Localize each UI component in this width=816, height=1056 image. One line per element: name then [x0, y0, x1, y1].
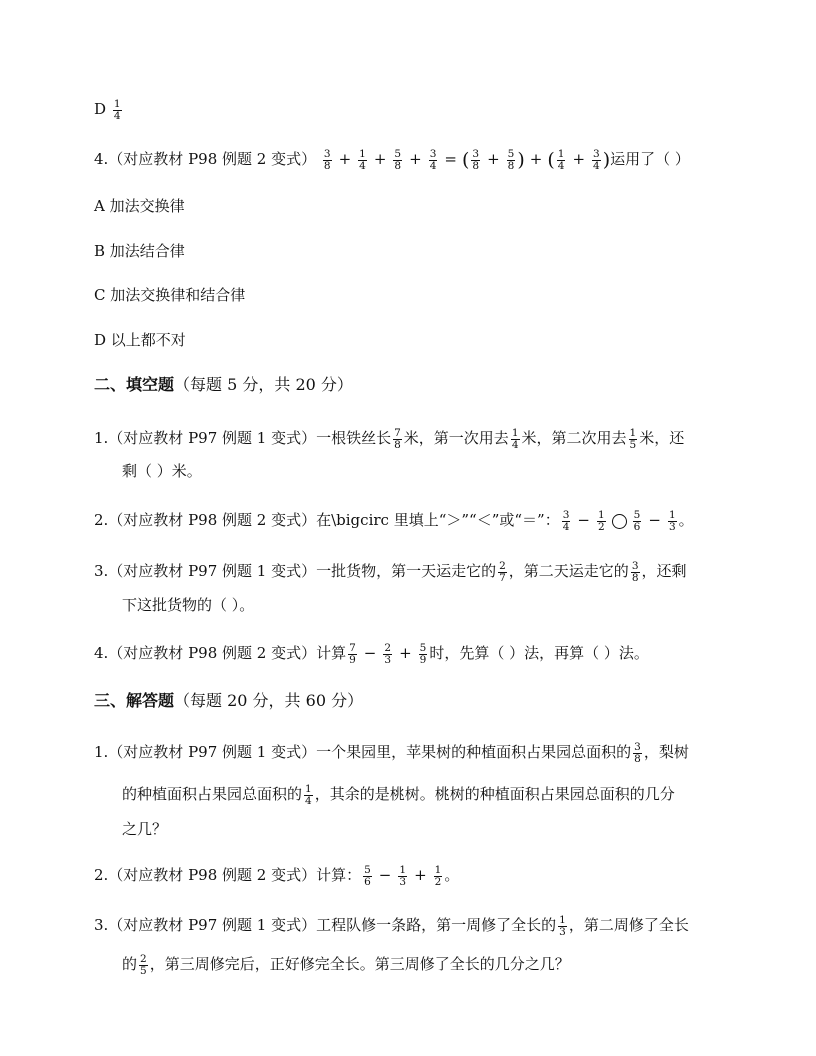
- fraction: $\frac{3}{4}$: [562, 508, 570, 533]
- fraction: $\frac{5}{8}$: [507, 147, 515, 172]
- question-text: 运用了（ ）: [610, 150, 690, 168]
- question-text: 2.（对应教材 P98 例题 2 变式）在\bigcirc 里填上“＞”“＜”或“＝”：: [94, 511, 560, 529]
- question-text: ，第二周修了全长: [568, 916, 689, 934]
- fraction: $\frac{3}{4}$: [593, 147, 600, 172]
- fraction: $\frac{3}{8}$: [634, 740, 641, 765]
- fraction: $\frac{3}{8}$: [323, 147, 331, 172]
- section-title: 三、解答题: [94, 691, 175, 710]
- answer-question-1-cont2: 之几？: [122, 820, 168, 838]
- fraction: $\frac{1}{5}$: [629, 426, 637, 451]
- option-c: C 加法交换律和结合律: [94, 286, 246, 304]
- option-b: B 加法结合律: [94, 242, 185, 260]
- fraction: $\frac{1}{3}$: [668, 508, 676, 533]
- section-heading-answer: [94, 690, 720, 712]
- question-text: 3.（对应教材 P97 例题 1 变式）一批货物，第一天运走它的: [94, 562, 497, 580]
- fraction: $\frac{1}{4}$: [511, 426, 519, 451]
- question-text: 4.（对应教材 P98 例题 2 变式）: [94, 150, 317, 168]
- answer-question-1: [94, 741, 720, 765]
- fraction: $\frac{1}{4}$: [305, 782, 312, 807]
- answer-question-2: 2.（对应教材 P98 例题 2 变式）计算： $\frac{5}{6}$ − $\frac{1}{3}$ + $\frac{1}{2}$ 。: [94, 863, 460, 888]
- question-text: ，还剩: [641, 562, 687, 580]
- option-d: D 以上都不对: [94, 331, 186, 349]
- fraction: $\frac{3}{8}$: [472, 147, 480, 172]
- fill-question-2: 2.（对应教材 P98 例题 2 变式）在\bigcirc 里填上“＞”“＜”或“＝”： $\frac{3}{4}$ − $\frac{1}{2}$ $\frac{5}{6}$ − $\frac{1}{3}$ 。: [94, 508, 694, 533]
- fraction: $\frac{3}{4}$: [429, 147, 437, 172]
- compare-circle-icon: [612, 514, 627, 529]
- question-text: ，第三周修完后，正好修完全长。第三周修了全长的几分之几？: [149, 955, 570, 973]
- fill-question-3-cont: 下这批货物的（ ）。: [122, 596, 255, 614]
- question-text: 的种植面积占果园总面积的: [122, 785, 303, 803]
- fill-question-4: 4.（对应教材 P98 例题 2 变式）计算 $\frac{7}{9}$ − $\frac{2}{3}$ + $\frac{5}{9}$ 时，先算（ ）法，再算（ ）法。: [94, 641, 649, 666]
- answer-question-3-cont: [122, 953, 720, 977]
- fraction: $\frac{1}{2}$: [434, 863, 442, 888]
- fraction: $\frac{5}{6}$: [633, 508, 641, 533]
- option-label: D: [94, 100, 107, 118]
- answer-question-1-cont: [122, 783, 720, 807]
- answer-question-3: [94, 914, 720, 938]
- section-score: （每题 20 分，共 60 分）: [174, 691, 364, 710]
- fraction: $\frac{1}{3}$: [399, 863, 407, 888]
- fraction: $\frac{1}{3}$: [559, 913, 566, 938]
- question-text: 3.（对应教材 P97 例题 1 变式）工程队修一条路，第一周修了全长的: [94, 916, 557, 934]
- fraction: $\frac{5}{6}$: [364, 863, 371, 888]
- question-text: 米，第一次用去: [403, 429, 509, 447]
- section-score: （每题 5 分，共 20 分）: [174, 375, 353, 394]
- fraction: $\frac{2}{3}$: [384, 641, 392, 666]
- fraction: $\frac{1}{4}$: [113, 97, 121, 122]
- section-heading-fill-in: [94, 374, 720, 396]
- section-title: 二、填空题: [94, 375, 175, 394]
- fraction: $\frac{1}{4}$: [557, 147, 565, 172]
- question-text: 4.（对应教材 P98 例题 2 变式）计算: [94, 644, 347, 662]
- fraction: $\frac{5}{8}$: [394, 147, 402, 172]
- question-text: 时，先算（ ）法，再算（ ）法。: [429, 644, 649, 662]
- question-text: ，梨树: [643, 743, 689, 761]
- question-text: ，其余的是桃树。桃树的种植面积占果园总面积的几分: [314, 785, 675, 803]
- fraction: $\frac{1}{4}$: [359, 147, 366, 172]
- question-text: 1.（对应教材 P97 例题 1 变式）一根铁丝长: [94, 429, 392, 447]
- question-text: 2.（对应教材 P98 例题 2 变式）计算：: [94, 866, 362, 884]
- fraction: $\frac{7}{9}$: [349, 641, 356, 666]
- question-text: 。: [678, 511, 694, 529]
- fraction: $\frac{2}{5}$: [140, 952, 147, 977]
- option-a: A 加法交换律: [94, 197, 185, 215]
- fraction: $\frac{7}{8}$: [394, 426, 401, 451]
- question-text: 米，第二次用去: [521, 429, 627, 447]
- fraction: $\frac{3}{8}$: [631, 559, 639, 584]
- question-text: 1.（对应教材 P97 例题 1 变式）一个果园里，苹果树的种植面积占果园总面积的: [94, 743, 632, 761]
- question-text: 米，还: [639, 429, 685, 447]
- question-4: 4.（对应教材 P98 例题 2 变式） $\frac{3}{8}$ + $\frac{1}{4}$ + $\frac{5}{8}$ + $\frac{3}{4}$ = ( $\frac{3}{8}$ + $\frac{5}{8}$ ) + ( $\frac{1}{4}$ + $\frac{3}{4}$ )运用了（ ）: [94, 147, 690, 172]
- fraction: $\frac{2}{7}$: [499, 559, 506, 584]
- fraction: $\frac{5}{9}$: [419, 641, 427, 666]
- question-text: 的: [122, 955, 138, 973]
- option-d-prev: [94, 98, 720, 122]
- fill-question-1-cont: 剩（ ）米。: [122, 462, 202, 480]
- fill-question-1: [94, 427, 720, 451]
- question-text: 。: [444, 866, 460, 884]
- question-text: ，第二天运走它的: [508, 562, 629, 580]
- fill-question-3: [94, 560, 720, 584]
- fraction: $\frac{1}{2}$: [597, 508, 605, 533]
